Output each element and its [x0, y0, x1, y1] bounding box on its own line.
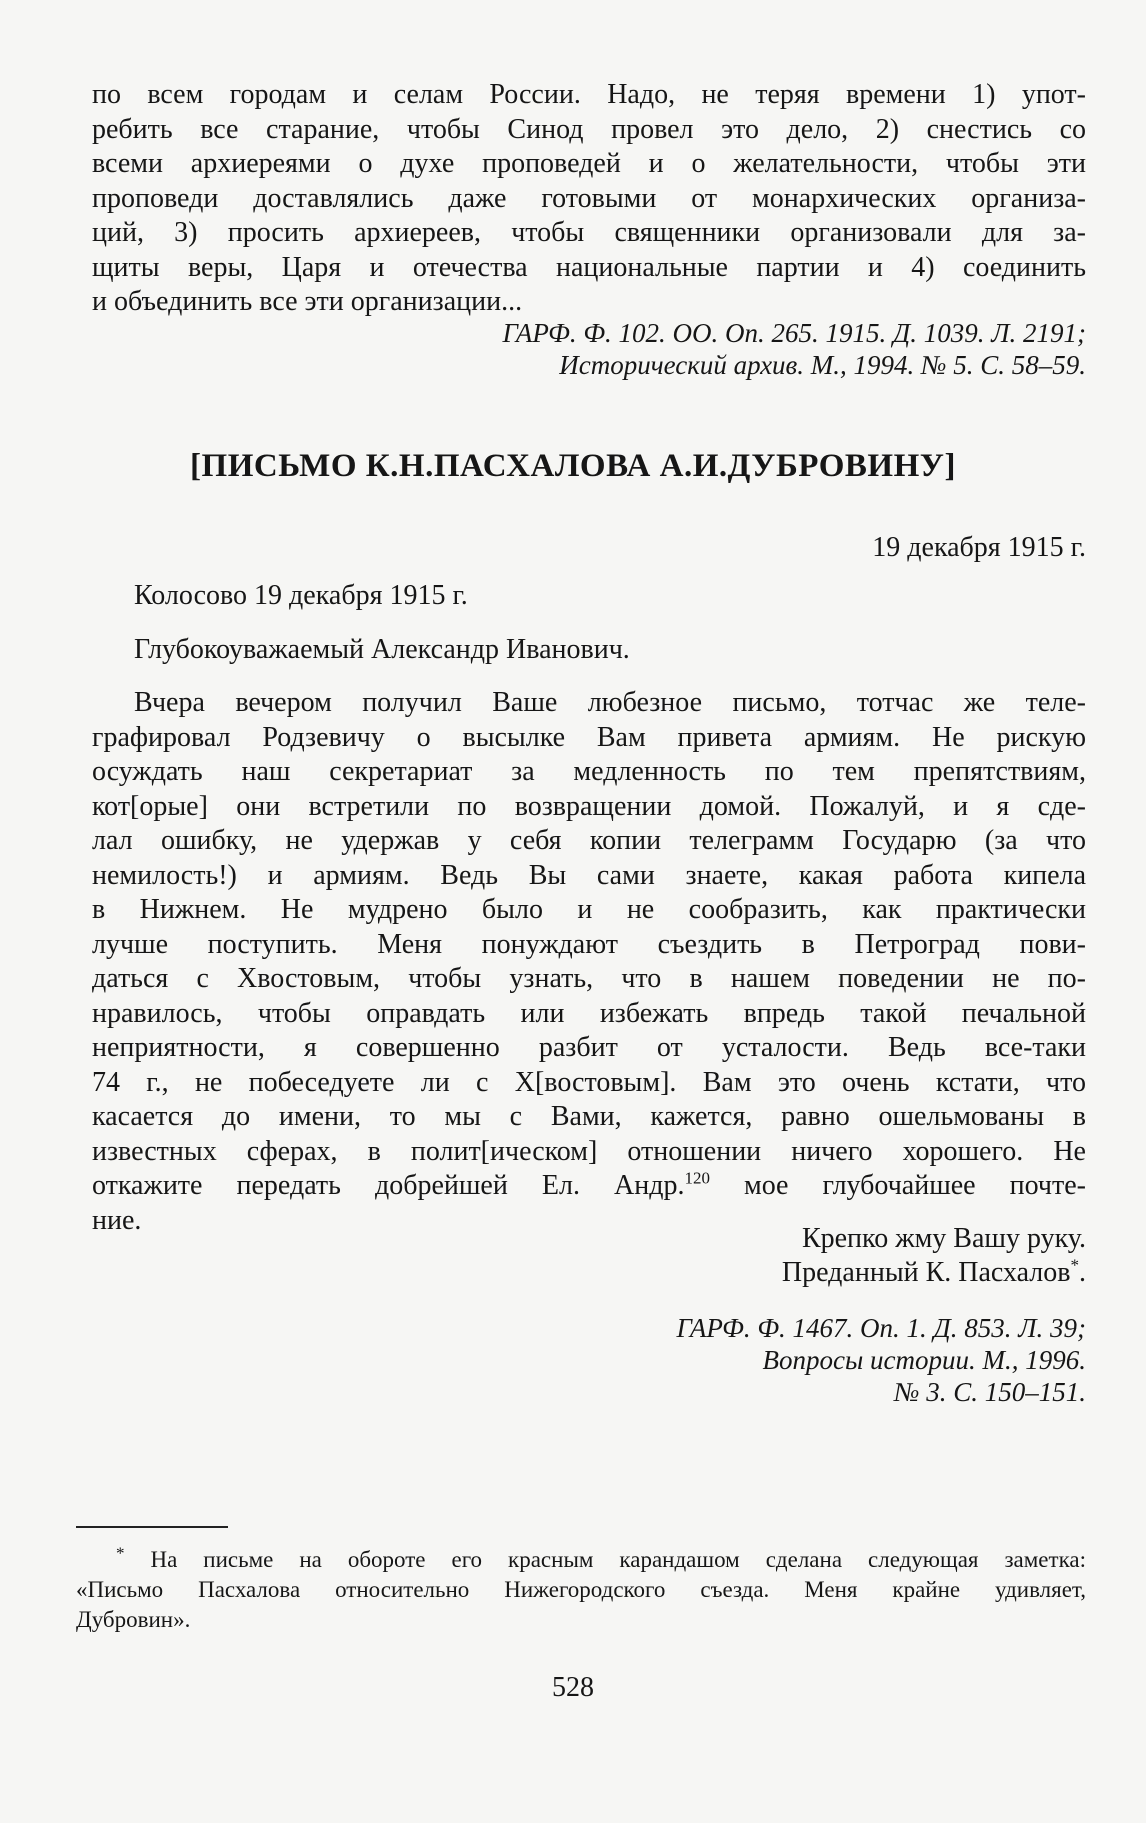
citation-line: Вопросы истории. М., 1996. — [762, 1345, 1086, 1375]
citation-line: № 3. С. 150–151. — [894, 1377, 1086, 1407]
text-line: известных сферах, в полит[ическом] отношении ничего хорошего. Не — [92, 1135, 1086, 1167]
citation-line: ГАРФ. Ф. 102. ОО. Оп. 265. 1915. Д. 1039. Л. 2191; — [502, 318, 1086, 348]
text-line — [76, 1545, 1086, 1575]
signature-end: . — [1079, 1257, 1086, 1288]
text-line: 74 г., не побеседуете ли с Х[востовым]. Вам это очень кстати, что — [92, 1066, 1086, 1098]
citation-line: Исторический архив. М., 1994. № 5. С. 58–59. — [559, 350, 1086, 380]
letter-body — [92, 686, 1086, 1238]
page-number: 528 — [552, 1672, 594, 1703]
text-line: ние. — [92, 1204, 142, 1236]
text-line: кот[орые] они встретили по возвращении домой. Пожалуй, и я сде- — [92, 790, 1086, 822]
source-citation-1 — [92, 317, 1086, 381]
text-line: проповеди доставлялись даже готовыми от монархических организа- — [92, 182, 1086, 214]
signature-text: Преданный К. Пасхалов — [781, 1257, 1071, 1288]
footnote — [76, 1545, 1086, 1635]
text-line: ребить все старание, чтобы Синод провел это дело, 2) снестись со — [92, 113, 1086, 145]
text-line: «Письмо Пасхалова относительно Нижегородского съезда. Меня крайне удивляет, — [76, 1577, 1086, 1602]
salutation: Глубокоуважаемый Александр Иванович. — [134, 634, 630, 665]
text-line: щиты веры, Царя и отечества национальные партии и 4) соединить — [92, 251, 1086, 283]
text-line: лучше поступить. Меня понуждают съездить в Петроград пови- — [92, 928, 1086, 960]
text-line: немилость!) и армиям. Ведь Вы сами знаете, какая работа кипела — [92, 859, 1086, 891]
footnote-mark: * — [116, 1543, 125, 1563]
text-line: нравилось, чтобы оправдать или избежать впредь такой печальной — [92, 997, 1086, 1029]
letter-header — [92, 579, 1086, 667]
text-line — [92, 1169, 1086, 1204]
text-line: даться с Хвостовым, чтобы узнать, что в нашем поведении не по- — [92, 963, 1086, 994]
closing-phrase: Крепко жму Вашу руку. — [801, 1223, 1086, 1254]
text-line: и объединить все эти организации... — [92, 286, 523, 317]
text-line: касается до имени, то мы с Вами, кажется, равно ошельмованы в — [92, 1101, 1086, 1132]
text-line: графировал Родзевичу о высылке Вам привета армиям. Не рискую — [92, 721, 1086, 753]
text-span: На письме на обороте его красным карандашом сделана следующая заметка: — [124, 1547, 1086, 1572]
letter-date: 19 декабря 1915 г. — [872, 532, 1086, 563]
text-line: Дубровин». — [76, 1607, 191, 1632]
text-span: откажите передать добрейшей Ел. Андр. — [92, 1170, 685, 1201]
text-line: в Нижнем. Не мудрено было и не сообразить, как практически — [92, 894, 1086, 925]
signature — [92, 1256, 1086, 1290]
text-line: осуждать наш секретариат за медленность по тем препятствиям, — [92, 756, 1086, 787]
intro-paragraph — [92, 78, 1086, 320]
footnote-ref[interactable]: * — [1070, 1255, 1079, 1275]
letter-closing — [92, 1222, 1086, 1290]
footnote-divider — [76, 1526, 228, 1528]
text-line: неприятности, я совершенно разбит от усталости. Ведь все-таки — [92, 1032, 1086, 1063]
text-line: ций, 3) просить архиереев, чтобы священники организовали для за- — [92, 217, 1086, 248]
source-citation-2 — [92, 1312, 1086, 1408]
text-span: мое глубочайшее почте- — [709, 1170, 1086, 1201]
place-date: Колосово 19 декабря 1915 г. — [134, 580, 468, 611]
citation-line: ГАРФ. Ф. 1467. Оп. 1. Д. 853. Л. 39; — [676, 1313, 1086, 1343]
document-title: [ПИСЬМО К.Н.ПАСХАЛОВА А.И.ДУБРОВИНУ] — [190, 448, 956, 484]
text-line: по всем городам и селам России. Надо, не теряя времени 1) упот- — [92, 79, 1086, 110]
text-line: лал ошибку, не удержав у себя копии телеграмм Государю (за что — [92, 825, 1086, 856]
endnote-ref[interactable]: 120 — [684, 1168, 710, 1188]
text-line: всеми архиереями о духе проповедей и о желательности, чтобы эти — [92, 148, 1086, 179]
text-line: Вчера вечером получил Ваше любезное письмо, тотчас же теле- — [134, 687, 1086, 718]
